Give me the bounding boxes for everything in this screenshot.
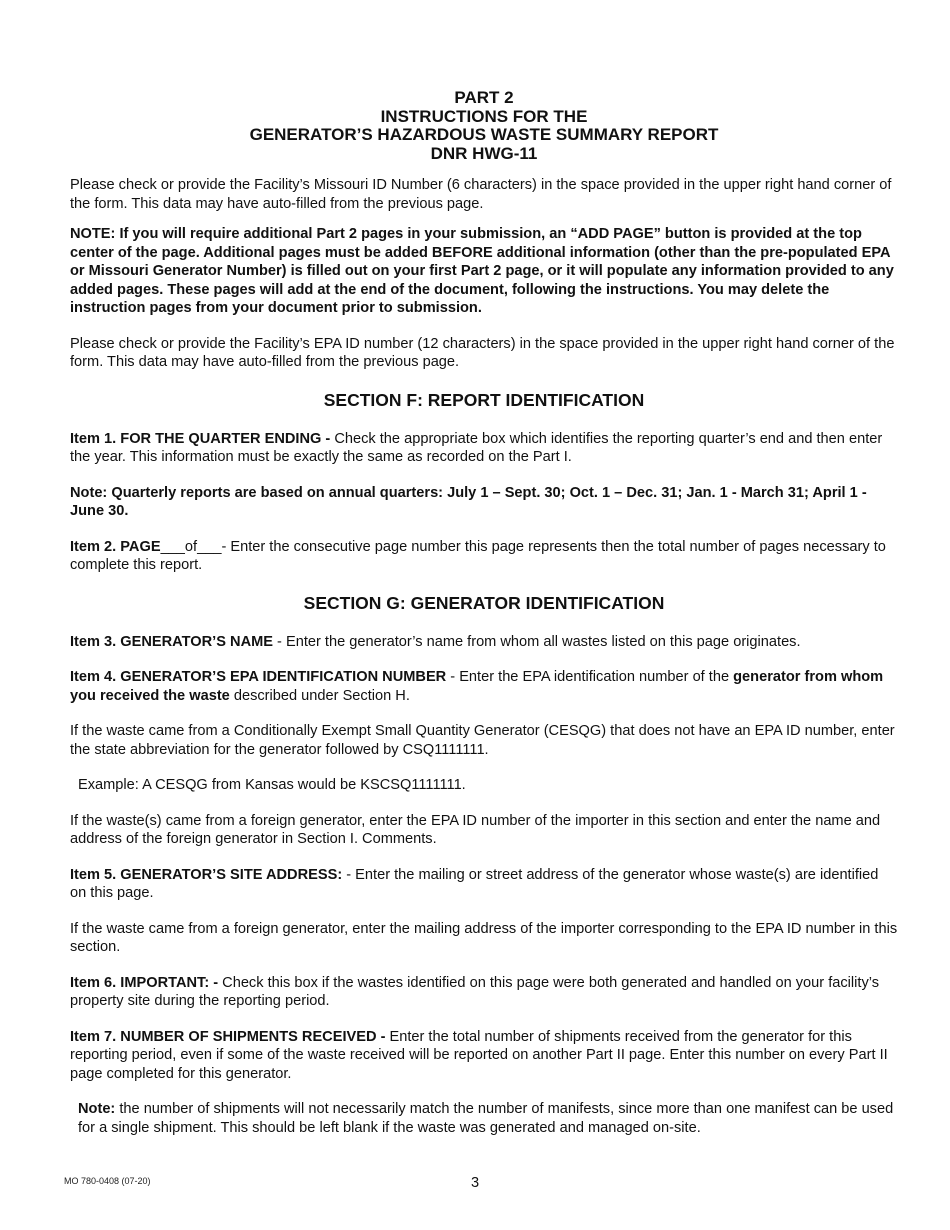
item-7-paragraph bbox=[70, 1028, 898, 1084]
item-3-label: Item 3. GENERATOR’S NAME bbox=[70, 633, 273, 650]
item-1-paragraph bbox=[70, 430, 898, 467]
item-7-label: Item 7. NUMBER OF SHIPMENTS RECEIVED - bbox=[70, 1028, 386, 1045]
quarter-note: Note: Quarterly reports are based on annual quarters: July 1 – Sept. 30; Oct. 1 – Dec. 31; Jan. 1 - March 31; April 1 - June 30. bbox=[70, 484, 867, 519]
item-6-paragraph bbox=[70, 974, 898, 1011]
title-line-3: GENERATOR’S HAZARDOUS WASTE SUMMARY REPORT bbox=[249, 125, 719, 144]
item-1-label: Item 1. FOR THE QUARTER ENDING - bbox=[70, 430, 331, 447]
page-number: 3 bbox=[470, 1175, 480, 1191]
item-4-text: - Enter the EPA identification number of the bbox=[446, 669, 734, 685]
title-line-1: PART 2 bbox=[454, 88, 514, 107]
instructions-page bbox=[70, 89, 898, 1137]
item-4-bold: generator from whom you received the waste bbox=[70, 669, 884, 704]
title-line-2: INSTRUCTIONS FOR THE bbox=[380, 106, 588, 126]
item-4-label: Item 4. GENERATOR’S EPA IDENTIFICATION NUMBER bbox=[70, 669, 447, 685]
epa-id-paragraph: Please check or provide the Facility’s EPA ID number (12 characters) in the space provided in the upper right hand corner of the form. This data may have auto-filled from the previous page. bbox=[70, 335, 895, 370]
item-3-paragraph bbox=[70, 633, 898, 652]
section-f-heading: SECTION F: REPORT IDENTIFICATION bbox=[323, 389, 645, 410]
item-6-text: Check this box if the wastes identified on this page were both generated and handled on your facility’s property site during the reporting period. bbox=[70, 974, 880, 1009]
shipments-note-label: Note: bbox=[78, 1101, 116, 1117]
item-5-label: Item 5. GENERATOR’S SITE ADDRESS: bbox=[70, 866, 343, 883]
item-4-tail: described under Section H. bbox=[229, 687, 410, 704]
item-3-text: - Enter the generator’s name from whom all wastes listed on this page originates. bbox=[273, 633, 801, 650]
item-2-blank-2: ___ bbox=[197, 538, 222, 555]
page-title bbox=[70, 89, 898, 163]
section-g-heading: SECTION G: GENERATOR IDENTIFICATION bbox=[303, 592, 665, 613]
item-2-of: of bbox=[184, 538, 198, 555]
shipments-note bbox=[70, 1100, 898, 1137]
add-page-note: NOTE: If you will require additional Part 2 pages in your submission, an “ADD PAGE” button is provided at the top center of the page. Additional pages must be added BEFORE additional information (other than the pre-populated EPA or Missouri Generator Number) is filled out on your first Part 2 page, or it will populate any information provided to any added pages. These pages will add at the end of the document, following the instructions. You may delete the instruction pages from your document prior to submission. bbox=[70, 226, 894, 316]
item-2-blank-1: ___ bbox=[160, 538, 185, 555]
item-2-label: Item 2. PAGE bbox=[70, 538, 161, 555]
foreign-address-paragraph: If the waste came from a foreign generator, enter the mailing address of the importer corresponding to the EPA ID number in this section. bbox=[70, 920, 898, 955]
foreign-generator-paragraph: If the waste(s) came from a foreign generator, enter the EPA ID number of the importer in this section and enter the name and address of the foreign generator in Section I. Comments. bbox=[70, 812, 881, 847]
form-number: MO 780-0408 (07-20) bbox=[64, 1176, 151, 1186]
item-2-paragraph bbox=[70, 538, 898, 575]
cesqg-example: Example: A CESQG from Kansas would be KSCSQ1111111. bbox=[78, 777, 466, 793]
item-5-text: - Enter the mailing or street address of the generator whose waste(s) are identified on this page. bbox=[70, 866, 879, 901]
item-7-text: Enter the total number of shipments received from the generator for this reporting period, even if some of the waste received will be reported on another Part II page. Enter this number on every Part II page completed for this generator. bbox=[70, 1028, 888, 1082]
item-6-label: Item 6. IMPORTANT: - bbox=[70, 974, 219, 991]
item-5-paragraph bbox=[70, 866, 898, 903]
title-line-4: DNR HWG-11 bbox=[430, 143, 538, 163]
cesqg-paragraph: If the waste came from a Conditionally Exempt Small Quantity Generator (CESQG) that does not have an EPA ID number, enter the state abbreviation for the generator followed by CSQ1111111. bbox=[70, 723, 895, 758]
item-1-text: Check the appropriate box which identifies the reporting quarter’s end and then enter the year. This information must be exactly the same as recorded on the Part I. bbox=[70, 430, 883, 465]
item-4-paragraph bbox=[70, 668, 898, 705]
shipments-note-text: the number of shipments will not necessarily match the number of manifests, since more than one manifest can be used for a single shipment. This should be left blank if the waste was generated and managed on-site. bbox=[78, 1101, 894, 1136]
missouri-id-paragraph: Please check or provide the Facility’s Missouri ID Number (6 characters) in the space provided in the upper right hand corner of the form. This data may have auto-filled from the previous page. bbox=[70, 177, 892, 212]
item-2-text: - Enter the consecutive page number this page represents then the total number of pages necessary to complete this report. bbox=[70, 538, 886, 573]
